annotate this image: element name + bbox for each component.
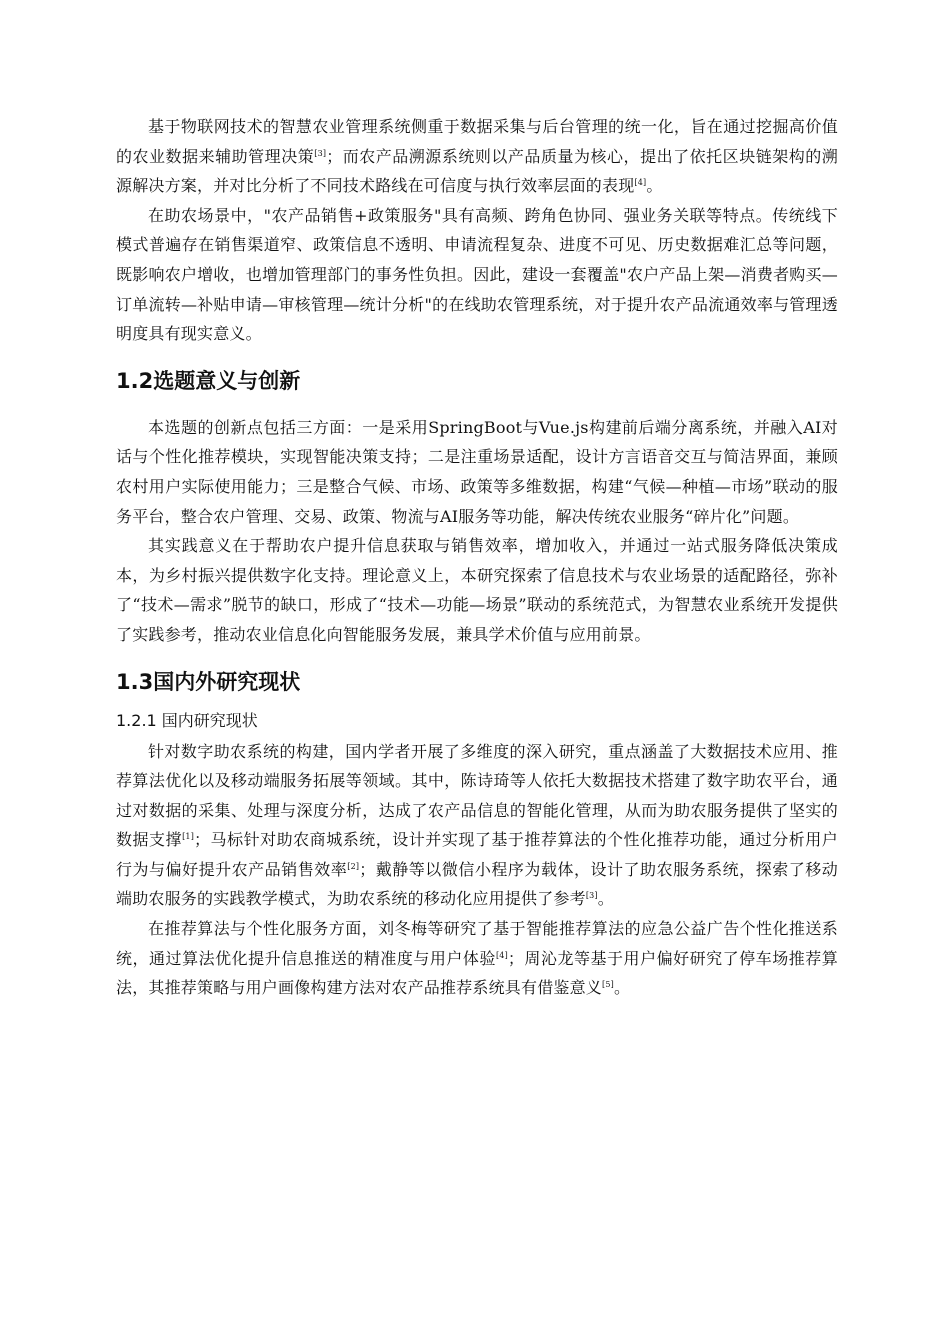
document-page (116, 112, 838, 1003)
citation-5[interactable]: [5] (602, 980, 614, 990)
significance-paragraph: 其实践意义在于帮助农户提升信息获取与销售效率，增加收入，并通过一站式服务降低决策成本，为乡村振兴提供数字化支持。理论意义上，本研究探索了信息技术与农业场景的适配路径，弥补了“技术—需求”脱节的缺口，形成了“技术—功能—场景”联动的系统范式，为智慧农业系统开发提供了实践参考，推动农业信息化向智能服务发展，兼具学术价值与应用前景。 (116, 536, 838, 644)
intro-p1-text-a: 基于物联网技术的智慧农业管理系统侧重于数据采集与后台管理的统一化，旨在通过挖掘高价值的农业数据来辅助管理决策 (116, 117, 838, 166)
domestic-p2-text-b: ；周沁龙等基于用户偏好研究了停车场推荐算法，其推荐策略与用户画像构建方法对农产品推荐系统具有借鉴意义 (116, 948, 838, 998)
section-heading-1-3: 1.3国内外研究现状 (116, 669, 301, 694)
citation-4[interactable]: [4] (634, 178, 647, 188)
domestic-paragraph-2 (116, 914, 838, 1003)
domestic-p1-text-a: 针对数字助农系统的构建，国内学者开展了多维度的深入研究，重点涵盖了大数据技术应用、推荐算法优化以及移动端服务拓展等领域。其中，陈诗琦等人依托大数据技术搭建了数字助农平台，通过对数据的采集、处理与深度分析，达成了农产品信息的智能化管理，从而为助农服务提供了坚实的数据支撑 (116, 741, 838, 850)
subsection-heading-domestic: 1.2.1 国内研究现状 (116, 710, 258, 730)
intro-paragraph-2: 在助农场景中，"农产品销售+政策服务"具有高频、跨角色协同、强业务关联等特点。传统线下模式普遍存在销售渠道窄、政策信息不透明、申请流程复杂、进度不可见、历史数据难汇总等问题，既影响农户增收，也增加管理部门的事务性负担。因此，建设一套覆盖"农户产品上架—消费者购买—订单流转—补贴申请—审核管理—统计分析"的在线助农管理系统，对于提升农产品流通效率与管理透明度具有现实意义。 (116, 205, 838, 344)
innovation-paragraph: 本选题的创新点包括三方面：一是采用SpringBoot与Vue.js构建前后端分离系统，并融入AI对话与个性化推荐模块，实现智能决策支持；二是注重场景适配，设计方言语音交互与简洁界面，兼顾农村用户实际使用能力；三是整合气候、市场、政策等多维数据，构建“气候—种植—市场”联动的服务平台，整合农户管理、交易、政策、物流与AI服务等功能，解决传统农业服务“碎片化”问题。 (116, 417, 838, 526)
section-heading-1-2: 1.2选题意义与创新 (116, 368, 301, 393)
domestic-p1-text-b: ；马标针对助农商城系统，设计并实现了基于推荐算法的个性化推荐功能，通过分析用户行为与偏好提升农产品销售效率 (116, 830, 838, 879)
domestic-paragraph-1 (116, 737, 838, 915)
domestic-p2-text-a: 在推荐算法与个性化服务方面，刘冬梅等研究了基于智能推荐算法的应急公益广告个性化推送系统，通过算法优化提升信息推送的精准度与用户体验 (116, 919, 838, 968)
citation-3[interactable]: [3] (314, 148, 327, 158)
domestic-p2-text-c: 。 (613, 978, 631, 998)
intro-paragraph-1 (116, 112, 838, 201)
domestic-p1-text-c: ；戴静等以微信小程序为载体，设计了助农服务系统，探索了移动端助农服务的实践教学模式，为助农系统的移动化应用提供了参考 (116, 859, 838, 909)
citation-3b[interactable]: [3] (585, 891, 598, 901)
intro-p1-text-c: 。 (646, 176, 663, 196)
citation-4b[interactable]: [4] (495, 950, 508, 960)
domestic-p1-text-d: 。 (597, 889, 614, 909)
intro-p1-text-b: ；而农产品溯源系统则以产品质量为核心，提出了依托区块链架构的溯源解决方案，并对比分析了不同技术路线在可信度与执行效率层面的表现 (116, 146, 838, 196)
citation-1[interactable]: [1] (182, 832, 195, 842)
citation-2[interactable]: [2] (347, 861, 360, 871)
